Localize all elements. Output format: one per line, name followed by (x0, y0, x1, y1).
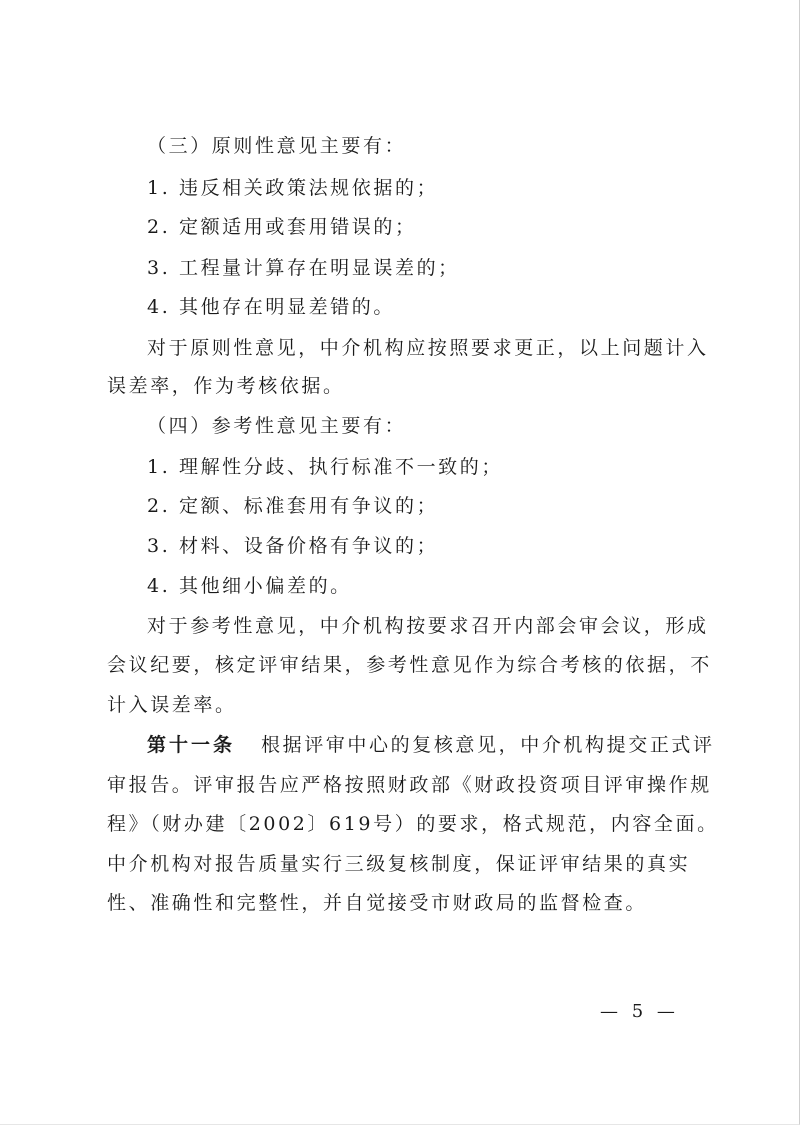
section-3-item-1: 1. 违反相关政策法规依据的； (147, 177, 439, 199)
article-11-label: 第十一条 (147, 734, 236, 756)
section-3-item-2: 2. 定额适用或套用错误的； (147, 216, 417, 238)
page-number: — 5 — (600, 1001, 679, 1022)
article-11-line-4: 中介机构对报告质量实行三级复核制度，保证评审结果的真实 (107, 853, 691, 875)
section-3-item-3: 3. 工程量计算存在明显误差的； (147, 257, 460, 279)
section-4-item-3: 3. 材料、设备价格有争议的； (147, 535, 439, 557)
article-11-line-2: 审报告。评审报告应严格按照财政部《财政投资项目评审操作规 (107, 774, 712, 796)
section-4-item-1: 1. 理解性分歧、执行标准不一致的； (147, 456, 503, 478)
section-3-paragraph-line-2: 误差率，作为考核依据。 (107, 375, 345, 397)
section-3-heading: （三）原则性意见主要有： (147, 135, 407, 157)
section-4-item-2: 2. 定额、标准套用有争议的； (147, 495, 439, 517)
section-3-item-4: 4. 其他存在明显差错的。 (147, 296, 395, 318)
article-11-line-5: 性、准确性和完整性，并自觉接受市财政局的监督检查。 (107, 892, 648, 914)
section-3-paragraph-line-1: 对于原则性意见，中介机构应按照要求更正，以上问题计入 (147, 337, 709, 359)
section-4-paragraph-line-2: 会议纪要，核定评审结果，参考性意见作为综合考核的依据，不 (107, 654, 712, 676)
article-11-line-3: 程》（财办建〔2002〕619号）的要求，格式规范，内容全面。 (107, 813, 719, 835)
section-4-item-4: 4. 其他细小偏差的。 (147, 575, 352, 597)
section-4-heading: （四）参考性意见主要有： (147, 415, 407, 437)
section-4-paragraph-line-1: 对于参考性意见，中介机构按要求召开内部会审会议，形成 (147, 615, 709, 637)
article-11-line-1 (147, 733, 715, 757)
article-11-text: 根据评审中心的复核意见，中介机构提交正式评 (261, 734, 715, 756)
section-4-paragraph-line-3: 计入误差率。 (107, 694, 237, 716)
